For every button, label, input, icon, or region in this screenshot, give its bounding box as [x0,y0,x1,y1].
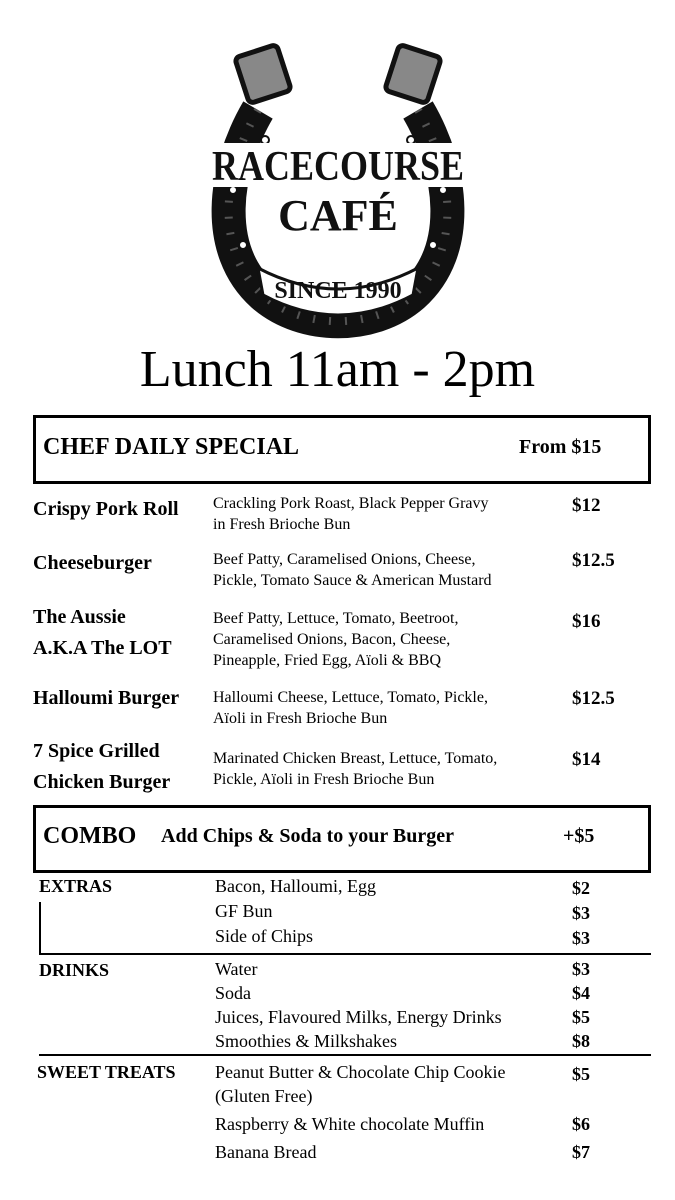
racecourse-cafe-logo [203,40,473,330]
sweet-treats-label: SWEET TREATS [37,1062,176,1082]
list-price: $2 [572,878,590,898]
item-price: $12.5 [572,688,615,709]
list-item: Smoothies & Milkshakes [215,1031,398,1051]
item-description: Halloumi Cheese, Lettuce, Tomato, Pickle, Aïoli in Fresh Brioche Bun [213,689,488,727]
item-price: $14 [572,749,601,770]
combo-price: +$5 [563,825,595,847]
item-description: Beef Patty, Caramelised Onions, Cheese, Pickle, Tomato Sauce & American Mustard [213,551,492,589]
item-price: $16 [572,611,601,632]
list-price: $4 [572,983,590,1003]
item-description: Marinated Chicken Breast, Lettuce, Tomato, Pickle, Aïoli in Fresh Brioche Bun [213,750,498,788]
list-price: $3 [572,928,590,948]
extras-label: EXTRAS [39,876,113,896]
list-price: $3 [572,903,590,923]
chef-special-price: From $15 [519,436,602,458]
combo-title: COMBO [43,823,137,849]
list-price: $8 [572,1031,590,1051]
lunch-hours-heading: Lunch 11am - 2pm [139,341,536,398]
sweet-treats-list [215,1060,505,1164]
item-description: Beef Patty, Lettuce, Tomato, Beetroot, Caramelised Onions, Bacon, Cheese, Pineapple, Fried Egg, Aïoli & BBQ [213,610,459,669]
item-name: Halloumi Burger [33,687,180,709]
list-price: $5 [572,1007,590,1027]
drinks-prices [572,957,590,1053]
list-price: $6 [572,1114,590,1134]
list-item: Raspberry & White chocolate Muffin [215,1114,485,1134]
list-price: $7 [572,1142,590,1162]
section-divider [39,902,41,954]
list-item: Bacon, Halloumi, Egg [215,876,376,896]
item-name: Cheeseburger [33,552,152,574]
list-item-note: (Gluten Free) [215,1086,313,1106]
list-item: Soda [215,983,251,1003]
drinks-list [215,957,502,1053]
logo-name-text: RACECOURSE [212,144,464,190]
list-price: $5 [572,1064,590,1084]
extras-prices [572,876,590,950]
list-item: Peanut Butter & Chocolate Chip Cookie [215,1062,506,1082]
list-item: GF Bun [215,901,273,921]
combo-description: Add Chips & Soda to your Burger [161,825,455,847]
section-divider [39,953,651,955]
item-description: Crackling Pork Roast, Black Pepper Gravy in Fresh Brioche Bun [213,495,489,533]
item-name: Crispy Pork Roll [33,498,179,520]
list-item: Water [215,959,258,979]
logo-since-text: SINCE 1990 [274,278,402,304]
item-price: $12.5 [572,550,615,571]
extras-list [215,874,376,948]
list-price: $3 [572,959,590,979]
list-item: Side of Chips [215,926,314,946]
section-divider [39,1054,651,1056]
item-name: 7 Spice Grilled Chicken Burger [33,740,171,793]
item-name: The Aussie A.K.A The LOT [33,606,172,659]
list-item: Juices, Flavoured Milks, Energy Drinks [215,1007,502,1027]
chef-special-title: CHEF DAILY SPECIAL [43,434,300,460]
drinks-label: DRINKS [39,960,110,980]
item-price: $12 [572,495,601,516]
logo-cafe-text: CAFÉ [278,191,398,240]
list-item: Banana Bread [215,1142,317,1162]
